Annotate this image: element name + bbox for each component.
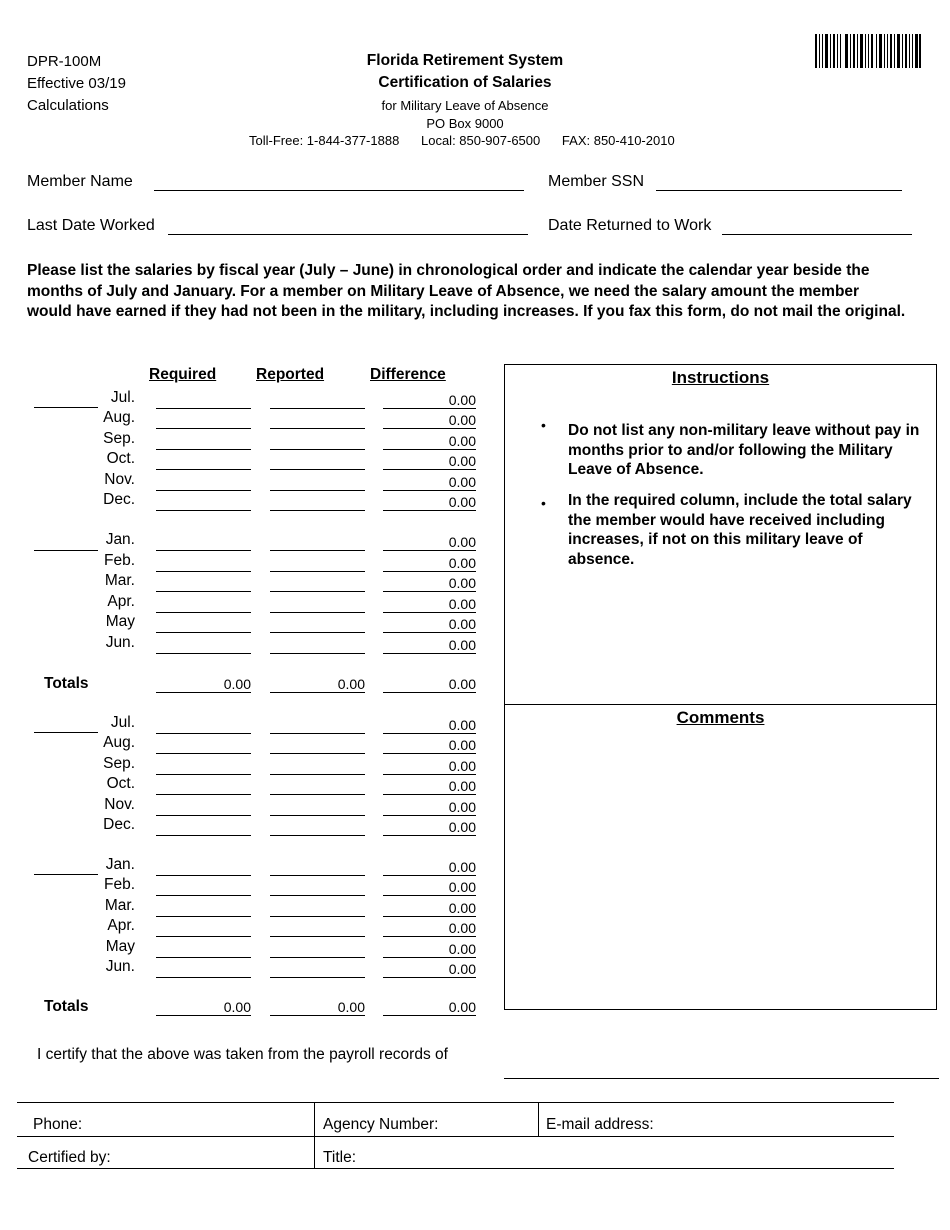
required-cell[interactable] (156, 434, 251, 450)
required-cell[interactable] (156, 535, 251, 551)
email-field[interactable]: E-mail address: (546, 1116, 654, 1133)
difference-cell: 0.00 (383, 759, 476, 775)
january-year-field[interactable] (34, 550, 98, 551)
local-phone: Local: 850-907-6500 (420, 133, 541, 148)
difference-cell: 0.00 (383, 556, 476, 572)
effective-date: Effective 03/19 (27, 75, 126, 92)
month-label: Mar. (104, 572, 135, 589)
required-cell[interactable] (156, 860, 251, 876)
member-name-label: Member Name (27, 173, 133, 190)
difference-cell: 0.00 (383, 638, 476, 654)
difference-cell: 0.00 (383, 921, 476, 937)
payroll-agency-field[interactable] (504, 1078, 939, 1079)
reported-cell[interactable] (270, 820, 365, 836)
required-cell[interactable] (156, 576, 251, 592)
reported-cell[interactable] (270, 393, 365, 409)
reported-cell[interactable] (270, 597, 365, 613)
difference-cell: 0.00 (383, 880, 476, 896)
reported-cell[interactable] (270, 495, 365, 511)
required-cell[interactable] (156, 880, 251, 896)
month-label: Aug. (103, 734, 135, 751)
required-cell[interactable] (156, 617, 251, 633)
reported-total: 0.00 (270, 677, 365, 693)
difference-cell: 0.00 (383, 820, 476, 836)
difference-cell: 0.00 (383, 738, 476, 754)
required-cell[interactable] (156, 454, 251, 470)
required-cell[interactable] (156, 718, 251, 734)
month-label: Feb. (103, 552, 135, 569)
month-label: Nov. (104, 471, 135, 488)
reported-cell[interactable] (270, 434, 365, 450)
month-label: Dec. (103, 491, 135, 508)
difference-cell: 0.00 (383, 434, 476, 450)
month-label: Oct. (106, 775, 135, 792)
reported-cell[interactable] (270, 475, 365, 491)
month-label: Sep. (103, 430, 135, 447)
reported-cell[interactable] (270, 576, 365, 592)
month-label: Nov. (104, 796, 135, 813)
difference-cell: 0.00 (383, 393, 476, 409)
reported-cell[interactable] (270, 860, 365, 876)
required-cell[interactable] (156, 942, 251, 958)
required-cell[interactable] (156, 779, 251, 795)
difference-cell: 0.00 (383, 475, 476, 491)
reported-cell[interactable] (270, 617, 365, 633)
date-returned-label: Date Returned to Work (548, 217, 712, 234)
title-field[interactable]: Title: (323, 1149, 357, 1166)
difference-cell: 0.00 (383, 901, 476, 917)
certified-by-field[interactable]: Certified by: (28, 1149, 111, 1166)
reported-cell[interactable] (270, 962, 365, 978)
month-label: Dec. (103, 816, 135, 833)
reported-cell[interactable] (270, 454, 365, 470)
form-subtitle: Certification of Salaries (378, 74, 552, 91)
contact-line (249, 133, 675, 148)
reported-cell[interactable] (270, 413, 365, 429)
reported-cell[interactable] (270, 942, 365, 958)
reported-cell[interactable] (270, 779, 365, 795)
difference-cell: 0.00 (383, 597, 476, 613)
month-label: Jan. (105, 856, 135, 873)
comments-box[interactable] (504, 704, 937, 1010)
month-label: Jul. (110, 389, 135, 406)
month-label: May (105, 613, 135, 630)
difference-cell: 0.00 (383, 718, 476, 734)
member-ssn-label: Member SSN (548, 173, 645, 190)
reported-total: 0.00 (270, 1000, 365, 1016)
agency-number-field[interactable]: Agency Number: (323, 1116, 439, 1133)
last-date-worked-label: Last Date Worked (27, 217, 155, 234)
bullet-icon: • (541, 417, 546, 433)
month-label: Oct. (106, 450, 135, 467)
instruction-item: Do not list any non-military leave without pay in months prior to and/or following the Military Leave of Absence. (568, 422, 920, 478)
signature-grid (17, 1102, 894, 1168)
required-cell[interactable] (156, 921, 251, 937)
difference-cell: 0.00 (383, 779, 476, 795)
difference-total: 0.00 (383, 1000, 476, 1016)
difference-total: 0.00 (383, 677, 476, 693)
form-title: Florida Retirement System (366, 52, 564, 69)
reported-cell[interactable] (270, 880, 365, 896)
column-header-reported: Reported (256, 366, 325, 383)
reported-cell[interactable] (270, 759, 365, 775)
january-year-field[interactable] (34, 874, 98, 875)
month-label: Apr. (107, 917, 135, 934)
month-label: Jun. (105, 958, 135, 975)
certify-statement: I certify that the above was taken from the payroll records of (37, 1046, 448, 1063)
form-number: DPR-100M (27, 53, 102, 70)
month-label: Feb. (103, 876, 135, 893)
totals-label: Totals (44, 675, 89, 692)
comments-title: Comments (676, 708, 765, 727)
difference-cell: 0.00 (383, 413, 476, 429)
barcode-image (815, 34, 921, 68)
instructions-title: Instructions (671, 368, 770, 387)
month-label: Aug. (103, 409, 135, 426)
july-year-field[interactable] (34, 407, 98, 408)
required-cell[interactable] (156, 800, 251, 816)
month-label: Jul. (110, 714, 135, 731)
toll-free: Toll-Free: 1-844-377-1888 (249, 133, 400, 148)
totals-label: Totals (44, 998, 89, 1015)
instructions-paragraph: Please list the salaries by fiscal year (July – June) in chronological order and indicate the calendar year beside the months of July and January. For a member on Military Leave of Absence, we need the salary amount the member would have earned if they had not been in the military, including increases. If you fax this form, do not mail the original. (27, 262, 906, 320)
required-cell[interactable] (156, 556, 251, 572)
instructions-box (504, 364, 937, 705)
reported-cell[interactable] (270, 738, 365, 754)
required-cell[interactable] (156, 901, 251, 917)
month-label: Jun. (105, 634, 135, 651)
difference-cell: 0.00 (383, 617, 476, 633)
difference-cell: 0.00 (383, 576, 476, 592)
required-cell[interactable] (156, 820, 251, 836)
date-returned-field[interactable] (722, 234, 912, 235)
form-section: Calculations (27, 97, 109, 114)
required-total: 0.00 (156, 677, 251, 693)
difference-cell: 0.00 (383, 860, 476, 876)
difference-cell: 0.00 (383, 495, 476, 511)
difference-cell: 0.00 (383, 454, 476, 470)
july-year-field[interactable] (34, 732, 98, 733)
required-cell[interactable] (156, 495, 251, 511)
reported-cell[interactable] (270, 800, 365, 816)
difference-cell: 0.00 (383, 535, 476, 551)
required-total: 0.00 (156, 1000, 251, 1016)
required-cell[interactable] (156, 738, 251, 754)
form-purpose: for Military Leave of Absence (381, 98, 549, 113)
required-cell[interactable] (156, 962, 251, 978)
column-header-required: Required (149, 366, 217, 383)
fax-number: FAX: 850-410-2010 (561, 133, 675, 148)
month-label: Sep. (103, 755, 135, 772)
required-cell[interactable] (156, 393, 251, 409)
required-cell[interactable] (156, 638, 251, 654)
month-label: Apr. (107, 593, 135, 610)
instruction-item: In the required column, include the total salary the member would have received including increases, if not on this military leave of absence. (568, 492, 912, 568)
last-date-worked-field[interactable] (168, 234, 528, 235)
difference-cell: 0.00 (383, 800, 476, 816)
difference-cell: 0.00 (383, 962, 476, 978)
required-cell[interactable] (156, 759, 251, 775)
difference-cell: 0.00 (383, 942, 476, 958)
month-label: Jan. (105, 531, 135, 548)
reported-cell[interactable] (270, 535, 365, 551)
required-cell[interactable] (156, 475, 251, 491)
po-box: PO Box 9000 (426, 116, 504, 131)
month-label: Mar. (104, 897, 135, 914)
reported-cell[interactable] (270, 901, 365, 917)
phone-field[interactable]: Phone: (33, 1116, 83, 1133)
reported-cell[interactable] (270, 921, 365, 937)
required-cell[interactable] (156, 597, 251, 613)
member-name-field[interactable] (154, 190, 524, 191)
member-ssn-field[interactable] (656, 190, 902, 191)
reported-cell[interactable] (270, 718, 365, 734)
bullet-icon: • (541, 495, 546, 511)
column-header-difference: Difference (370, 366, 446, 383)
reported-cell[interactable] (270, 638, 365, 654)
required-cell[interactable] (156, 413, 251, 429)
reported-cell[interactable] (270, 556, 365, 572)
month-label: May (105, 938, 135, 955)
